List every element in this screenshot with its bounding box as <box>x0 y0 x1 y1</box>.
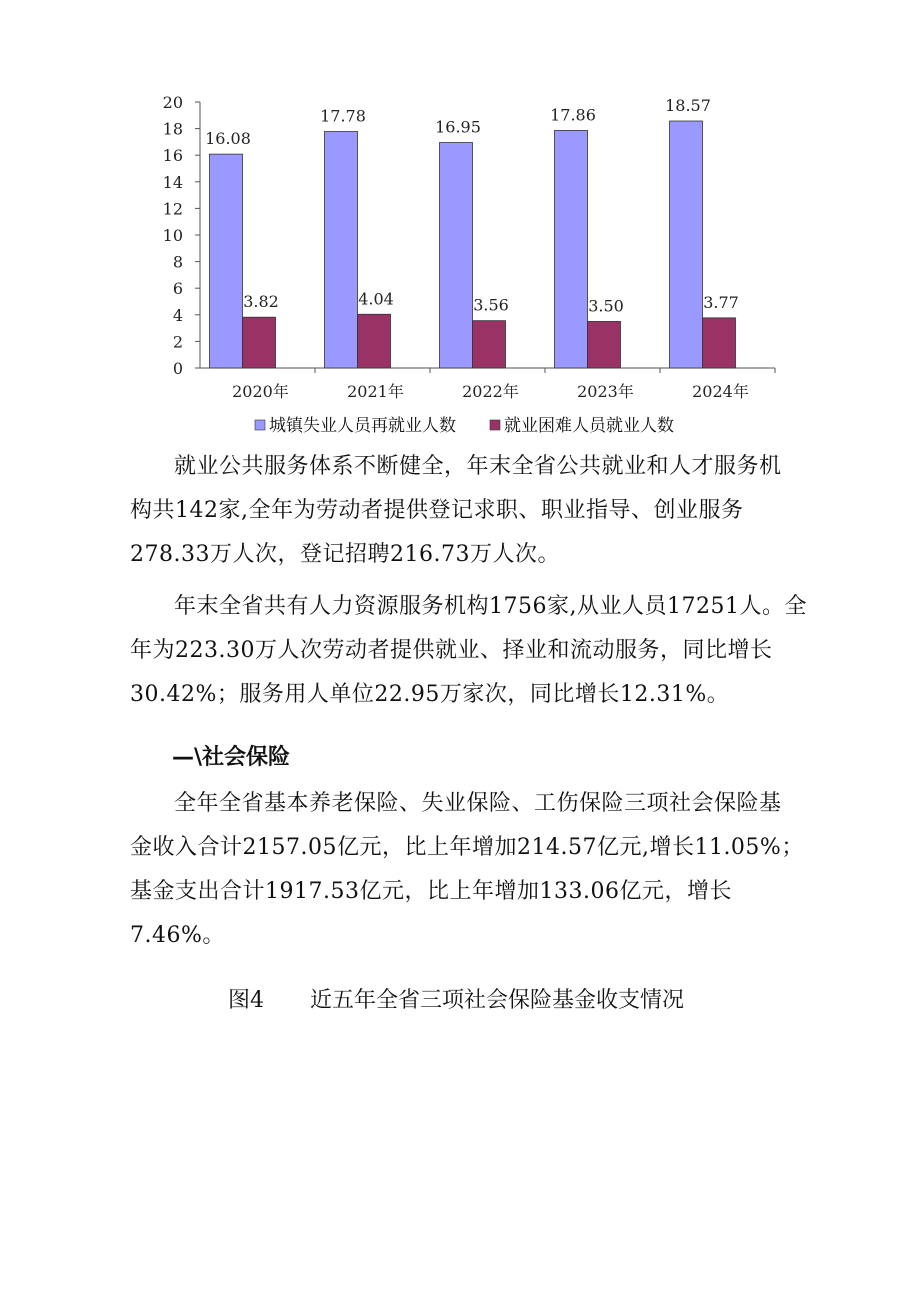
data-label: 4.04 <box>358 289 394 309</box>
data-label: 3.56 <box>473 295 509 315</box>
paragraph-line: 构共142家,全年为劳动者提供登记求职、职业指导、创业服务 <box>130 498 744 523</box>
y-tick-label: 2 <box>172 332 183 352</box>
data-label: 16.95 <box>435 117 481 137</box>
paragraph-line: 基金支出合计1917.53亿元，比上年增加133.06亿元，增长 <box>130 879 732 904</box>
y-tick-label: 16 <box>162 146 183 166</box>
paragraph-line: 30.42%；服务用人单位22.95万家次，同比增长12.31%。 <box>130 682 730 707</box>
x-tick-label: 2022年 <box>462 382 519 401</box>
y-tick-label: 12 <box>162 199 183 219</box>
paragraph-line: 年末全省共有人力资源服务机构1756家,从业人员17251人。全 <box>174 594 807 619</box>
x-tick-label: 2024年 <box>692 382 749 401</box>
data-label: 3.50 <box>588 296 624 316</box>
y-tick-label: 6 <box>172 279 183 299</box>
x-tick-label: 2021年 <box>347 382 404 401</box>
data-label: 17.86 <box>550 105 596 125</box>
paragraph-social-insurance-funds <box>130 782 810 958</box>
paragraph-line: 年为223.30万人次劳动者提供就业、择业和流动服务，同比增长 <box>130 638 773 663</box>
paragraph-line: 金收入合计2157.05亿元，比上年增加214.57亿元,增长11.05%； <box>130 835 804 860</box>
x-tick-label: 2020年 <box>232 382 289 401</box>
y-tick-label: 8 <box>172 252 183 272</box>
data-label: 17.78 <box>320 106 366 126</box>
bar <box>555 130 588 368</box>
paragraph-public-employment-services <box>130 445 810 577</box>
bar <box>440 143 473 368</box>
data-label: 16.08 <box>205 129 251 149</box>
data-label: 3.77 <box>703 292 739 312</box>
employment-bar-chart <box>150 88 790 448</box>
paragraph-line: 就业公共服务体系不断健全，年末全省公共就业和人才服务机 <box>174 454 782 479</box>
legend-swatch <box>490 420 500 430</box>
section-heading-social-insurance: —\社会保险 <box>172 745 291 770</box>
legend-label: 就业困难人员就业人数 <box>504 416 674 436</box>
bar <box>588 321 621 368</box>
y-tick-label: 4 <box>172 305 183 325</box>
bar <box>703 318 736 368</box>
y-tick-label: 10 <box>162 226 183 245</box>
legend-label: 城镇失业人员再就业人数 <box>269 416 456 436</box>
bar <box>473 321 506 368</box>
y-tick-label: 18 <box>162 119 183 139</box>
paragraph-hr-service-agencies <box>130 585 810 717</box>
bar <box>243 317 276 368</box>
data-label: 3.82 <box>243 292 279 312</box>
paragraph-line: 278.33万人次，登记招聘216.73万人次。 <box>130 542 560 567</box>
bar <box>210 154 243 368</box>
y-tick-label: 20 <box>162 93 183 112</box>
y-tick-label: 0 <box>172 359 183 378</box>
bar <box>358 314 391 368</box>
figure-number: 图4 <box>228 988 264 1013</box>
figure-title: 近五年全省三项社会保险基金收支情况 <box>310 988 685 1013</box>
paragraph-line: 全年全省基本养老保险、失业保险、工伤保险三项社会保险基 <box>174 791 782 816</box>
data-label: 18.57 <box>665 96 711 116</box>
bar <box>670 121 703 368</box>
legend-swatch <box>255 420 265 430</box>
y-tick-label: 14 <box>162 172 183 192</box>
bar <box>325 132 358 368</box>
x-tick-label: 2023年 <box>577 382 634 401</box>
figure-caption <box>228 981 684 1021</box>
paragraph-line: 7.46%。 <box>130 923 225 948</box>
